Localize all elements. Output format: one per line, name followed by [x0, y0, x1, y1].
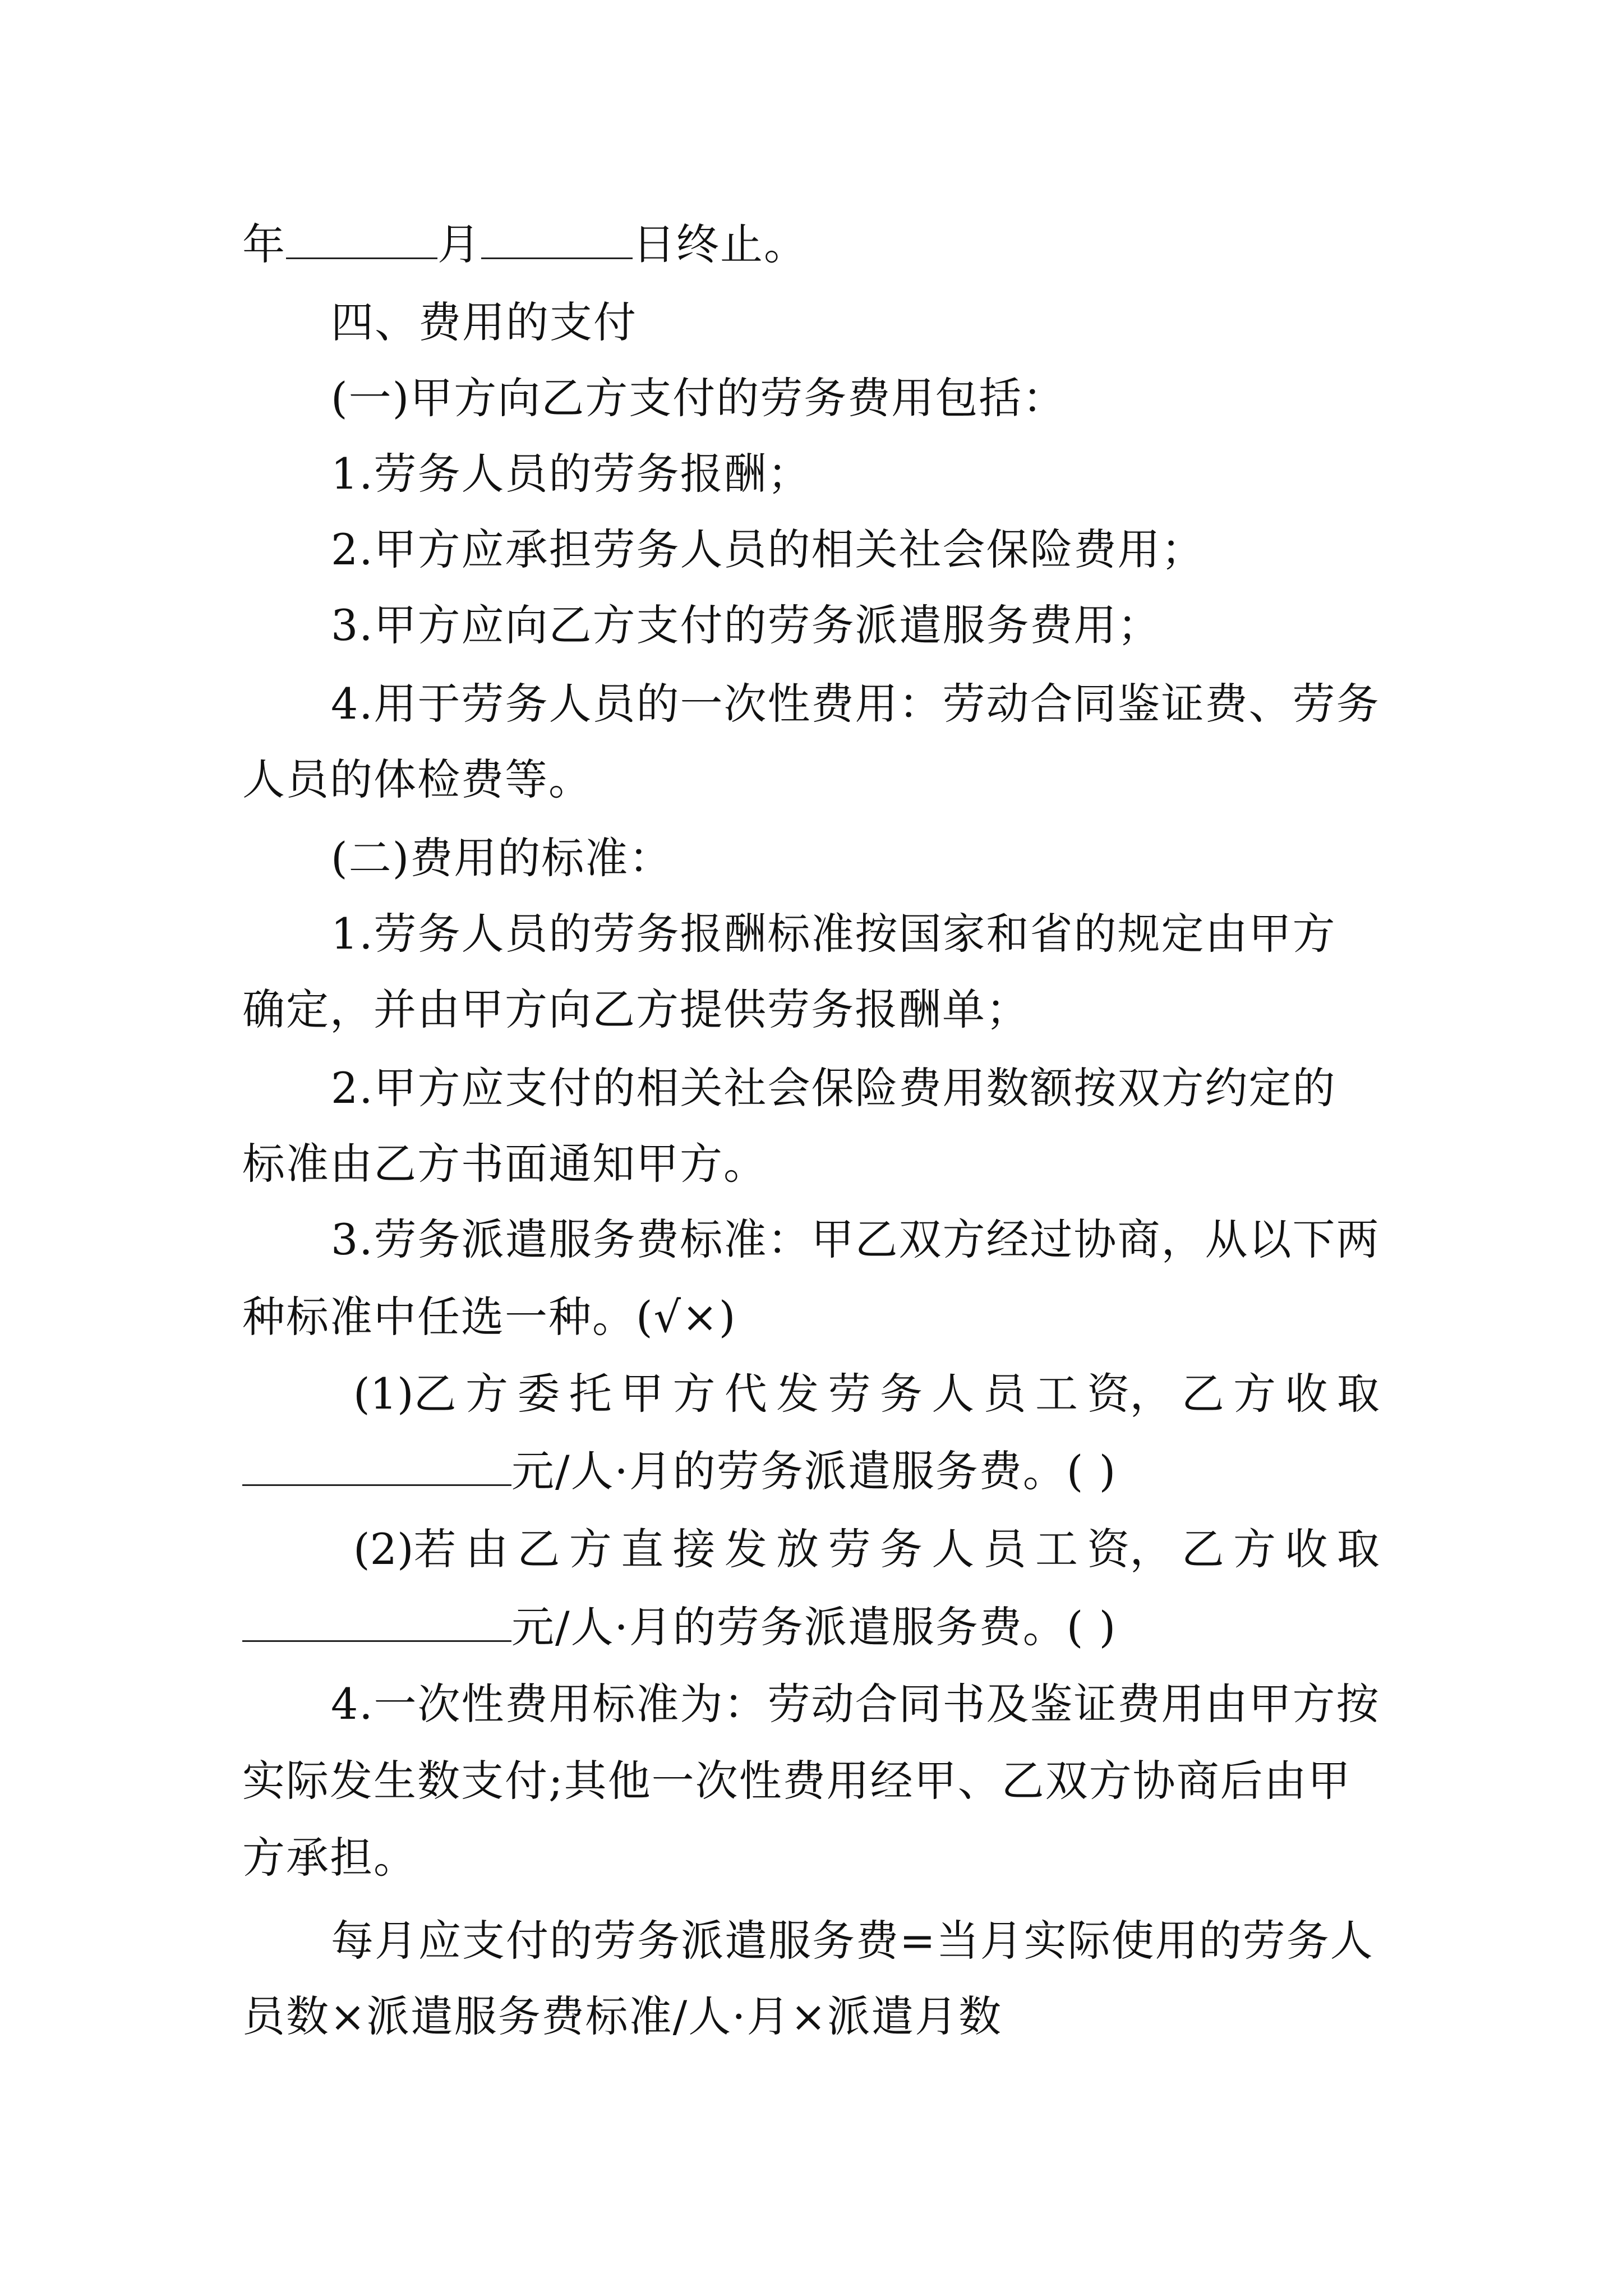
option-2-amount-blank: [242, 1599, 511, 1642]
month-label: 月: [437, 219, 481, 269]
option-1-word: 资，: [1087, 1369, 1173, 1419]
option-2-word: 放: [776, 1524, 819, 1574]
option-1-word: 委: [517, 1369, 560, 1419]
option-1-word: 托: [569, 1369, 612, 1419]
option-1-word: 员: [983, 1369, 1026, 1419]
standard-4-line2: 实际发生数支付;其他一次性费用经甲、乙双方协商后由甲: [242, 1756, 1352, 1806]
option-2-word: 收: [1285, 1524, 1328, 1574]
fee-item-2: 2.甲方应承担劳务人员的相关社会保险费用；: [331, 524, 1205, 574]
option-1-word: 发: [776, 1369, 819, 1419]
option-2-tail: 元/人·月的劳务派遣服务费。( ): [511, 1602, 1117, 1652]
standard-4-line3: 方承担。: [242, 1833, 417, 1883]
option-1-word: 取: [1336, 1369, 1380, 1419]
option-1-word: 务: [879, 1369, 923, 1419]
option-2-word: (2)若: [353, 1524, 457, 1574]
term-end-line: [242, 216, 808, 273]
option-2-word: 方: [569, 1524, 612, 1574]
day-blank: [481, 216, 633, 259]
option-1-line2: [242, 1443, 1117, 1499]
option-1-word: 乙: [1181, 1369, 1224, 1419]
section-title: 四、费用的支付: [331, 297, 637, 347]
option-2-word: 发: [724, 1524, 767, 1574]
option-1-word: 收: [1285, 1369, 1328, 1419]
option-1-word: 方: [1233, 1369, 1276, 1419]
fee-item-3: 3.甲方应向乙方支付的劳务派遣服务费用；: [331, 600, 1161, 650]
option-1-tail: 元/人·月的劳务派遣服务费。( ): [511, 1446, 1117, 1496]
standard-1-line1: 1.劳务人员的劳务报酬标准按国家和省的规定由甲方: [331, 909, 1336, 959]
standard-4-line1: 4.一次性费用标准为：劳动合同书及鉴证费用由甲方按: [331, 1679, 1380, 1729]
fee-item-4-cont: 人员的体检费等。: [242, 754, 592, 804]
option-1-word: 方: [465, 1369, 509, 1419]
day-end-label: 日终止。: [633, 219, 808, 269]
option-1-word: 劳: [828, 1369, 871, 1419]
option-2-word: 劳: [828, 1524, 871, 1574]
option-2-word: 乙: [517, 1524, 560, 1574]
option-1-line1: [353, 1366, 1380, 1422]
option-1-word: 人: [932, 1369, 975, 1419]
option-2-word: 员: [983, 1524, 1026, 1574]
option-2-word: 资，: [1087, 1524, 1173, 1574]
option-2-word: 取: [1336, 1524, 1380, 1574]
option-2-word: 方: [1233, 1524, 1276, 1574]
option-2-word: 务: [879, 1524, 923, 1574]
option-1-word: (1)乙: [353, 1369, 457, 1419]
option-2-word: 由: [465, 1524, 509, 1574]
month-blank: [286, 216, 437, 259]
subsection-title-2: (二)费用的标准：: [331, 833, 673, 883]
option-1-word: 代: [724, 1369, 767, 1419]
formula-line2: 员数×派遣服务费标准/人·月×派遣月数: [242, 1991, 1003, 2041]
option-2-word: 工: [1035, 1524, 1078, 1574]
standard-2-line2: 标准由乙方书面通知甲方。: [242, 1139, 767, 1189]
option-1-amount-blank: [242, 1443, 511, 1486]
option-2-word: 直: [621, 1524, 664, 1574]
subsection-title-1: (一)甲方向乙方支付的劳务费用包括：: [331, 373, 1067, 423]
standard-3-line2: 种标准中任选一种。(√×): [242, 1292, 737, 1342]
option-2-word: 接: [672, 1524, 716, 1574]
standard-2-line1: 2.甲方应支付的相关社会保险费用数额按双方约定的: [331, 1063, 1336, 1113]
option-1-word: 方: [672, 1369, 716, 1419]
option-2-word: 人: [932, 1524, 975, 1574]
standard-3-line1: 3.劳务派遣服务费标准：甲乙双方经过协商，从以下两: [331, 1214, 1380, 1264]
option-1-word: 甲: [621, 1369, 664, 1419]
standard-1-line2: 确定，并由甲方向乙方提供劳务报酬单；: [242, 984, 1030, 1034]
option-2-line2: [242, 1599, 1117, 1655]
fee-item-4: 4.用于劳务人员的一次性费用：劳动合同鉴证费、劳务: [331, 679, 1380, 729]
option-2-line1: [353, 1521, 1380, 1577]
option-1-word: 工: [1035, 1369, 1078, 1419]
year-label: 年: [242, 219, 286, 269]
fee-item-1: 1.劳务人员的劳务报酬；: [331, 449, 811, 499]
option-2-word: 乙: [1181, 1524, 1224, 1574]
formula-line1: 每月应支付的劳务派遣服务费=当月实际使用的劳务人: [331, 1916, 1374, 1966]
